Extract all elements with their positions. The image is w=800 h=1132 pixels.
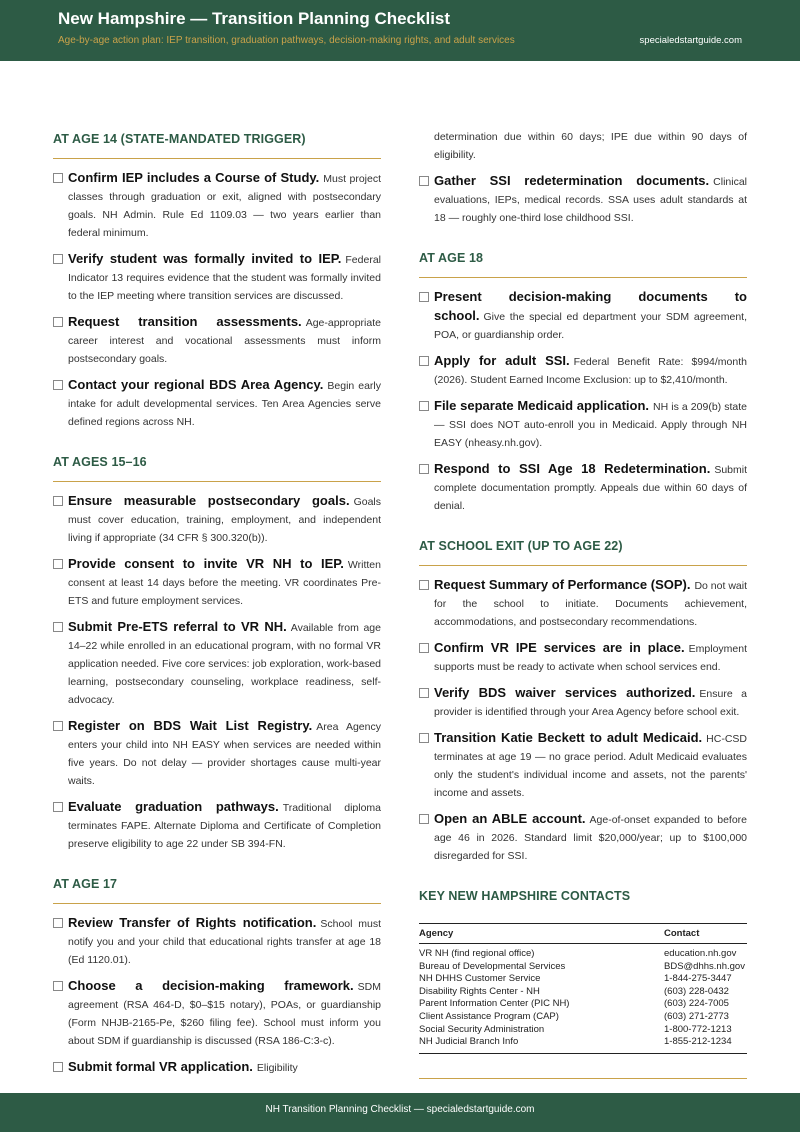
contacts-header-row [419,924,747,944]
contact-value: (603) 271-2773 [664,1010,729,1022]
checklist-item-title: Evaluate graduation pathways. [68,799,279,814]
section-title-age15-16: AT AGES 15–16 [53,455,147,469]
section-divider [419,565,747,566]
checklist-item [53,717,381,790]
checklist-item-title: Apply for adult SSI. [434,353,570,368]
checklist-item-title: Verify BDS waiver services authorized. [434,685,696,700]
checklist-item-title: Provide consent to invite VR NH to IEP. [68,556,344,571]
section-divider [419,277,747,278]
checklist-school-exit [419,576,747,865]
checklist-item-title: Respond to SSI Age 18 Redetermination. [434,461,711,476]
checkbox[interactable] [53,317,63,327]
table-row [419,948,747,961]
checklist-item-title: Choose a decision-making framework. [68,978,354,993]
checklist-item-description: Age-of-onset expanded to before age 46 in 2026. Standard limit $20,000/year; up to $100,000 disregarded for SSI. [434,814,747,862]
checkbox[interactable] [53,721,63,731]
contacts-table [419,923,747,1054]
checklist-item [53,1058,381,1077]
checklist-item-description: Eligibility [256,1062,298,1074]
checkbox[interactable] [53,802,63,812]
checklist-item-title: Present decision-making documents to school. [434,289,747,323]
checkbox[interactable] [53,380,63,390]
column-header-contact: Contact [664,928,700,939]
contact-value: 1-800-772-1213 [664,1023,732,1035]
checkbox[interactable] [419,643,429,653]
checklist-item-title: Request transition assessments. [68,314,302,329]
checklist-item-description: Goals must cover education, training, employment, and independent living if appropriate (34 CFR § 300.320(b)). [68,496,381,544]
checklist-age18 [419,288,747,515]
contact-value: (603) 224-7005 [664,998,729,1010]
checklist-item [53,618,381,709]
checklist-item-title: Submit formal VR application. [68,1059,253,1074]
checklist-item-description: SDM agreement (RSA 464-D, $0–$15 notary), POAs, or guardianship (Form NHJB-2165-Pe, $260 filing fee). School must inform you about SDM if guardianship is discussed (RSA 186-C:3-c). [68,981,381,1047]
checklist-item-title: Request Summary of Performance (SOP). [434,577,691,592]
page-title: New Hampshire — Transition Planning Checklist [58,9,451,28]
contact-agency: VR NH (find regional office) [419,948,535,959]
footer-text: NH Transition Planning Checklist — specialedstartguide.com [265,1104,535,1115]
section-divider [419,1078,747,1079]
checkbox[interactable] [53,559,63,569]
checklist-item-description: Ensure a provider is identified through your Area Agency before school exit. [434,688,747,718]
checklist-item-title: Transition Katie Beckett to adult Medicaid. [434,730,703,745]
checklist-item-title: Open an ABLE account. [434,811,586,826]
checklist-age17 [53,914,381,1077]
left-column [53,128,381,1085]
checklist-item [53,169,381,242]
table-row [419,1011,747,1024]
checklist-item-title: Confirm VR IPE services are in place. [434,640,685,655]
checkbox[interactable] [53,622,63,632]
checklist-item-description: Traditional diploma terminates FAPE. Alternate Diploma and Certificate of Completion preserve eligibility to age 22 under SB 394-FN. [68,802,381,850]
checklist-item [419,352,747,389]
checklist-item-title: Confirm IEP includes a Course of Study. [68,170,320,185]
contact-agency: Disability Rights Center - NH [419,985,540,997]
table-row [419,973,747,986]
checkbox[interactable] [53,918,63,928]
section-title-contacts: KEY NEW HAMPSHIRE CONTACTS [419,889,631,903]
checklist-item [419,639,747,676]
checkbox[interactable] [53,1062,63,1072]
checklist-item [53,376,381,431]
checkbox[interactable] [419,292,429,302]
checklist-item-title: Submit Pre-ETS referral to VR NH. [68,619,287,634]
section-title-school-exit: AT SCHOOL EXIT (UP TO AGE 22) [419,539,623,553]
section-divider [53,903,381,904]
section-title-age17: AT AGE 17 [53,877,118,891]
contact-value: education.nh.gov [664,948,737,959]
checklist-item [53,555,381,610]
table-row [419,1036,747,1049]
checklist-item-title: File separate Medicaid application. [434,398,650,413]
checkbox[interactable] [419,356,429,366]
site-link[interactable]: specialedstartguide.com [639,35,742,46]
right-column [419,128,747,1079]
checklist-item-title: Verify student was formally invited to IEP. [68,251,342,266]
checklist-item-description: School must notify you and your child that educational rights transfer at age 18 (Ed 1120.01). [68,918,381,966]
page-footer [0,1093,800,1132]
contact-agency: NH DHHS Customer Service [419,973,541,985]
checkbox[interactable] [419,464,429,474]
contact-agency: Social Security Administration [419,1023,545,1035]
checklist-item [419,729,747,802]
checklist-age14 [53,169,381,431]
contact-agency: NH Judicial Branch Info [419,1036,519,1048]
contact-value: 1-844-275-3447 [664,973,732,985]
checkbox[interactable] [419,580,429,590]
checklist-item [419,576,747,631]
checklist-item-description: Area Agency enters your child into NH EASY when services are needed within five years. Do not delay — provider shortages cause multi-year waits. [68,721,381,787]
checklist-item [419,397,747,452]
checklist-age17-continued [419,172,747,227]
checklist-item-description: Submit complete documentation promptly. Appeals due within 60 days of denial. [434,464,747,512]
checklist-item-title: Register on BDS Wait List Registry. [68,718,313,733]
checklist-item [53,914,381,969]
checkbox[interactable] [419,176,429,186]
checklist-item-description: Begin early intake for adult developmental services. Ten Area Agencies serve defined regions across NH. [68,380,381,428]
column-header-agency: Agency [419,928,454,939]
table-row [419,986,747,999]
contact-agency: Parent Information Center (PIC NH) [419,998,570,1010]
checklist-item-title: Gather SSI redetermination documents. [434,173,710,188]
checklist-item-description: Give the special ed department your SDM agreement, POA, or guardianship order. [434,311,747,341]
checklist-item-description: Federal Benefit Rate: $994/month (2026). Student Earned Income Exclusion: up to $2,410/month. [434,356,747,386]
checklist-item [53,798,381,853]
checklist-item [53,250,381,305]
section-title-age18: AT AGE 18 [419,251,484,265]
checklist-item-description: Must project classes through graduation or exit, aligned with postsecondary goals. NH Admin. Rule Ed 1109.03 — two years earlier than federal minimum. [68,173,381,239]
checkbox[interactable] [419,814,429,824]
checklist-item-description: Federal Indicator 13 requires evidence that the student was formally invited to the IEP meeting where transition services are discussed. [68,254,381,302]
section-title-age14: AT AGE 14 (STATE-MANDATED TRIGGER) [53,132,306,146]
contact-agency: Client Assistance Program (CAP) [419,1010,559,1022]
checklist-item [419,684,747,721]
checklist-item-title: Review Transfer of Rights notification. [68,915,317,930]
checklist-item [53,313,381,368]
checkbox[interactable] [419,733,429,743]
checklist-item-title: Ensure measurable postsecondary goals. [68,493,350,508]
checklist-item [419,460,747,515]
checklist-age15-16 [53,492,381,853]
page-subtitle: Age-by-age action plan: IEP transition, graduation pathways, decision-making rights, and adult services [58,35,515,46]
checklist-item [419,810,747,865]
checklist-item-description: Available from age 14–22 while enrolled in an educational program, with no formal VR application needed. Five core services: job exploration, work-based learning, postsecondary counseling, workplace readiness, self-advocacy. [68,622,381,706]
page-header [0,0,800,61]
section-divider [53,481,381,482]
checklist-item-title: Contact your regional BDS Area Agency. [68,377,324,392]
checklist-item [419,172,747,227]
checkbox[interactable] [53,981,63,991]
checklist-item-description: Employment supports must be ready to activate when school services end. [434,643,747,673]
checklist-item-description: Age-appropriate career interest and vocational assessments must inform postsecondary goals. [68,317,381,365]
checklist-item [419,288,747,344]
checklist-item [53,492,381,547]
checkbox[interactable] [419,401,429,411]
checkbox[interactable] [419,688,429,698]
contact-value: 1-855-212-1234 [664,1036,732,1048]
checklist-item-description: HC-CSD terminates at age 19 — no grace period. Adult Medicaid evaluates only the student's individual income and assets, not the parents' income and assets. [434,733,747,799]
checkbox[interactable] [53,254,63,264]
checklist-item-description: NH is a 209(b) state — SSI does NOT auto-enroll you in Medicaid. Apply through NH EASY (nheasy.nh.gov). [434,401,747,449]
table-row [419,961,747,974]
continued-text: determination due within 60 days; IPE due within 90 days of eligibility. [434,131,747,161]
contact-value: (603) 228-0432 [664,985,729,997]
table-row [419,998,747,1011]
checklist-item-description: Do not wait for the school to initiate. Documents achievement, accommodations, and postsecondary recommendations. [434,580,747,628]
checklist-item [53,977,381,1050]
checklist-item-description: Clinical evaluations, IEPs, medical records. SSA uses adult standards at 18 — roughly one-third lose childhood SSI. [434,176,747,224]
checkbox[interactable] [53,496,63,506]
contacts-body [419,944,747,1053]
contact-agency: Bureau of Developmental Services [419,960,566,972]
table-row [419,1024,747,1037]
checklist-item-description: Written consent at least 14 days before the meeting. VR coordinates Pre-ETS and future employment services. [68,559,381,607]
contact-value: BDS@dhhs.nh.gov [664,960,745,972]
section-divider [53,158,381,159]
checkbox[interactable] [53,173,63,183]
